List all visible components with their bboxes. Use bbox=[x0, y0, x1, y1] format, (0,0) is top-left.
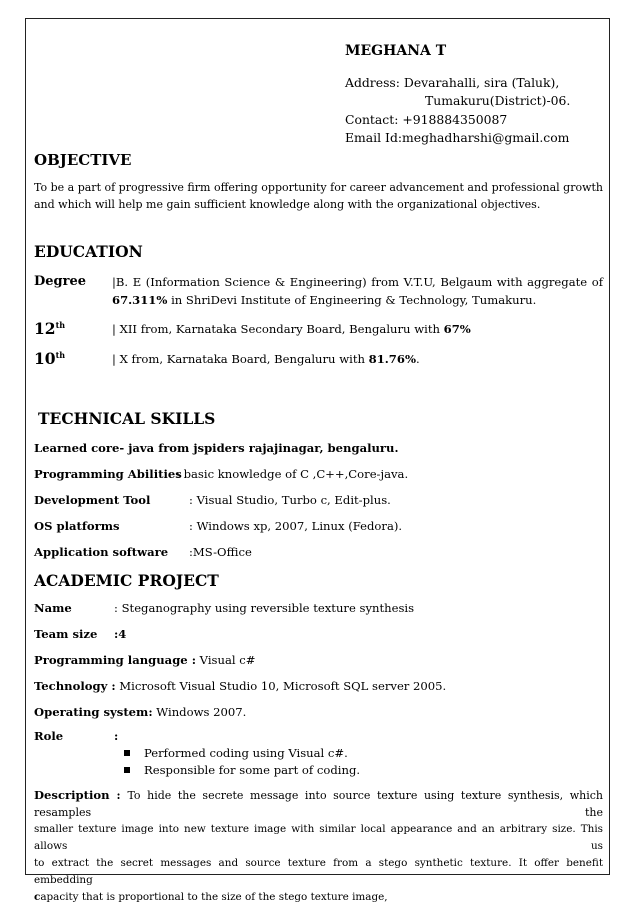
role-label: Role bbox=[34, 729, 64, 743]
degree-institute: in ShriDevi Institute of Engineering & Technology, Tumakuru. bbox=[167, 293, 537, 307]
skill-value-dev-tool: : Visual Studio, Turbo c, Edit-plus. bbox=[189, 493, 391, 507]
project-name-value: : Steganography using reversible texture synthesis bbox=[114, 601, 415, 615]
skill-value-app-software: :MS-Office bbox=[189, 545, 252, 559]
role-item-2: Responsible for some part of coding. bbox=[124, 763, 360, 777]
tenth-detail: | X from, Karnataka Board, Bengaluru with 81.76%. bbox=[112, 352, 420, 366]
degree-line-1: |B. E (Information Science & Engineering) from V.T.U, Belgaum with aggregate of bbox=[112, 275, 603, 289]
role-colon: : bbox=[114, 729, 119, 743]
role-item-1: Performed coding using Visual c#. bbox=[124, 746, 348, 760]
bullet-icon bbox=[124, 750, 130, 756]
resume-page bbox=[25, 18, 610, 903]
learned-java-line: Learned core- java from jspiders rajajinagar, bengaluru. bbox=[34, 441, 399, 455]
project-name-label: Name bbox=[34, 601, 72, 615]
team-size-value: :4 bbox=[114, 627, 127, 641]
twelfth-detail: | XII from, Karnataka Secondary Board, Bengaluru with 67% bbox=[112, 322, 471, 336]
description-line-2: smaller texture image into new texture image with similar local appearance and an arbitrary size. This allows us bbox=[34, 823, 603, 852]
description-line-4: capacity that is proportional to the size of the stego texture image, bbox=[34, 891, 388, 903]
twelfth-label: 12th bbox=[34, 319, 66, 338]
description-line-1: To hide the secrete message into source texture using texture synthesis, which resamples the bbox=[34, 789, 603, 819]
skill-label-app-software: Application software bbox=[34, 545, 169, 559]
operating-system-line: Operating system: Windows 2007. bbox=[34, 705, 247, 719]
objective-text-line-2: and which will help me gain sufficient knowledge along with the organizational objectives. bbox=[34, 198, 541, 211]
objective-heading: OBJECTIVE bbox=[34, 151, 132, 169]
objective-text-line-1: To be a part of progressive firm offering opportunity for career advancement and professional growth bbox=[34, 181, 604, 194]
project-description: Description : To hide the secrete message into source texture using texture synthesis, which resamples the smaller texture image into new texture image with similar local appearance and an arbitrary size. This allows us to extract the secret messages and source texture from a stego synthetic texture. It offer benefit embedding capacity that is proportional to the size of the stego texture image, bbox=[34, 787, 603, 906]
address-line-2: Tumakuru(District)-06. bbox=[425, 93, 571, 108]
education-heading: EDUCATION bbox=[34, 242, 143, 261]
description-line-3: to extract the secret messages and source texture from a stego synthetic texture. It offer benefit embedding bbox=[34, 857, 603, 886]
description-label: Description bbox=[34, 788, 110, 802]
contact-number: Contact: +918884350087 bbox=[345, 112, 508, 127]
technology-line: Technology : Microsoft Visual Studio 10, Microsoft SQL server 2005. bbox=[34, 679, 447, 693]
team-size-label: Team size bbox=[34, 627, 98, 641]
skill-value-os: : Windows xp, 2007, Linux (Fedora). bbox=[189, 519, 403, 533]
address-line-1: Address: Devarahalli, sira (Taluk), bbox=[345, 75, 560, 90]
academic-project-heading: ACADEMIC PROJECT bbox=[34, 571, 219, 590]
degree-label: Degree bbox=[34, 274, 87, 289]
programming-language-line: Programming language : Visual c# bbox=[34, 653, 256, 667]
degree-line-2 bbox=[112, 293, 536, 307]
twelfth-percentage: 67% bbox=[443, 322, 471, 336]
bullet-icon bbox=[124, 767, 130, 773]
tenth-percentage: 81.76% bbox=[368, 352, 416, 366]
degree-aggregate: 67.311% bbox=[112, 293, 168, 307]
skill-label-dev-tool: Development Tool bbox=[34, 493, 151, 507]
skill-label-programming: Programming Abilities bbox=[34, 467, 182, 481]
technical-skills-heading: TECHNICAL SKILLS bbox=[38, 409, 216, 428]
skill-label-os: OS platforms bbox=[34, 519, 120, 533]
email-address: Email Id:meghadharshi@gmail.com bbox=[345, 130, 570, 145]
skill-value-programming: : basic knowledge of C ,C++,Core-java. bbox=[176, 467, 409, 481]
candidate-name: MEGHANA T bbox=[345, 43, 447, 59]
tenth-label: 10th bbox=[34, 349, 66, 368]
